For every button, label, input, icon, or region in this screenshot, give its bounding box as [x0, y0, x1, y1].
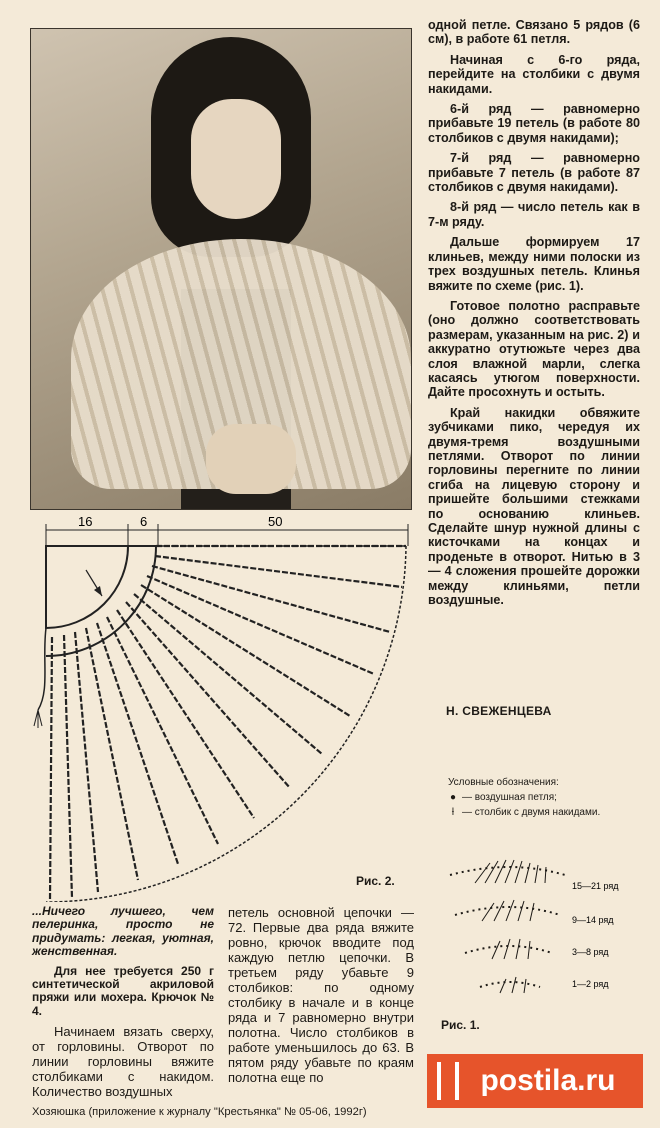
dim-label-6: 6: [140, 514, 148, 529]
stitch-row-label: 15—21 ряд: [572, 881, 619, 891]
paragraph: 8-й ряд — число петель как в 7-м ряду.: [428, 200, 640, 229]
stitch-row-label: 9—14 ряд: [572, 915, 614, 925]
photo-woman-in-shawl: [30, 28, 412, 510]
double-treble-icon: ƚ: [451, 807, 455, 818]
paragraph: Начиная с 6-го ряда, перейдите на столбики с двумя накидами.: [428, 52, 640, 96]
paragraph: Край накидки обвяжите зубчиками пико, чередуя их двумя-тремя воздушными петлями. Отворот по линии горловины перегните по линии сгиба на лицевую сторону и пришейте большими стежками по основанию клиньев. Сделайте шнур нужной длины с кисточками на концах и проденьте в отворот. Нитью в 3 — 4 сложения прошейте дорожки между клиньями, петли воздушные.: [428, 405, 640, 608]
site-logo[interactable]: [427, 1054, 643, 1108]
middle-text-column: [228, 905, 414, 1091]
paragraph: Готовое полотно расправьте (оно должно соответствовать размерам, указанным на рис. 2) и аккуратно отутюжьте через два слоя влажной марли, слегка касаясь утюгом поверхности. Дайте просохнуть и остыть.: [428, 298, 640, 400]
stitch-row-label: 1—2 ряд: [572, 979, 609, 989]
figure-2-label: Рис. 2.: [356, 874, 395, 888]
logo-icon: [437, 1062, 459, 1100]
stitch-row-label: 3—8 ряд: [572, 947, 609, 957]
paragraph: 6-й ряд — равномерно прибавьте 19 петель (в работе 80 столбиков с двумя накидами);: [428, 102, 640, 145]
start-paragraph: Начинаем вязать сверху, от горловины. Отворот по линии горловины вяжите столбиками с накидом. Количество воздушных: [32, 1024, 214, 1100]
chain-stitch-icon: ●: [449, 792, 457, 803]
legend-item-chain: — воздушная петля;: [462, 792, 557, 803]
stitch-chart: [440, 855, 650, 1015]
intro-paragraph: ...Ничего лучшего, чем пелеринка, просто не придумать: легкая, уютная, женственная.: [32, 904, 214, 959]
legend: [448, 775, 648, 820]
left-text-column: [32, 905, 214, 1105]
legend-title: Условные обозначения:: [448, 777, 559, 788]
legend-item-stitch: — столбик с двумя накидами.: [462, 807, 601, 818]
paragraph: Дальше формируем 17 клиньев, между ними полоски из трех воздушных петель. Клинья вяжите по схеме (рис. 1).: [428, 235, 640, 293]
cape-pattern-diagram: [28, 510, 420, 902]
footer-source: Хозяюшка (приложение к журналу "Крестьянка" № 05-06, 1992г): [32, 1106, 367, 1118]
right-text-column: [428, 18, 640, 613]
materials-paragraph: Для нее требуется 250 г синтетической акриловой пряжи или мохера. Крючок № 4.: [32, 963, 214, 1018]
dim-label-16: 16: [78, 514, 93, 529]
logo-text: postila.ru: [480, 1064, 616, 1097]
paragraph: 7-й ряд — равномерно прибавьте 7 петель (в работе 87 столбиков с двумя накидами).: [428, 151, 640, 195]
paragraph: петель основной цепочки — 72. Первые два ряда вяжите ровно, крючок вводите под каждую петлю цепочки. В третьем ряду убавьте 9 столбиков: по одному столбику в начале и в конце ряда и 7 равномерно внутри полотна. Число столбиков в работе уменьшилось до 63. В пятом ряду убавьте по краям полотна еще по: [228, 905, 414, 1085]
dim-label-50: 50: [268, 514, 283, 529]
paragraph: одной петле. Связано 5 рядов (6 см), в работе 61 петля.: [428, 18, 640, 47]
figure-1-label: Рис. 1.: [441, 1018, 480, 1032]
author-name: Н. СВЕЖЕНЦЕВА: [446, 704, 552, 718]
